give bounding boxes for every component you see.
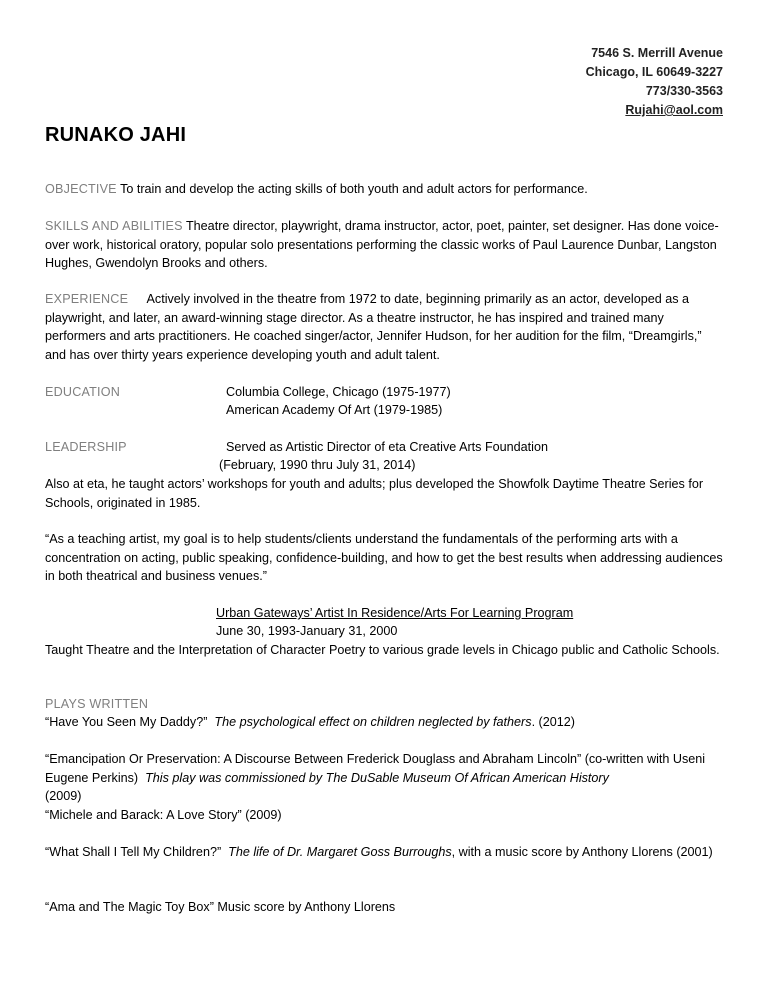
leadership-role: Served as Artistic Director of eta Creative Arts Foundation (226, 440, 548, 454)
objective-section (45, 180, 725, 199)
program-title (216, 604, 573, 623)
play-year: (2009) (45, 789, 82, 803)
play-item (45, 713, 725, 732)
play-item (45, 750, 725, 806)
experience-label: EXPERIENCE (45, 292, 129, 306)
objective-text: To train and develop the acting skills of both youth and adult actors for performance. (120, 182, 588, 196)
education-label: EDUCATION (45, 385, 121, 399)
leadership-label: LEADERSHIP (45, 440, 127, 454)
leadership-dates: (February, 1990 thru July 31, 2014) (219, 458, 416, 472)
plays-label: PLAYS WRITTEN (45, 697, 149, 711)
skills-section (45, 217, 725, 273)
program-title-underlined: Urban Gateways’ Artist In Residence (216, 606, 421, 620)
city-state-zip: Chicago, IL 60649-3227 (585, 65, 723, 79)
objective-label: OBJECTIVE (45, 182, 117, 196)
phone-number: 773/330-3563 (645, 84, 723, 98)
play-title: “Have You Seen My Daddy?” (45, 715, 208, 729)
play-title: “What Shall I Tell My Children?” (45, 845, 222, 859)
skills-text: Theatre director, playwright, drama instructor, actor, poet, painter, set designer. Has done voice-over work, historical oratory, popular solo presentations performing the classic works of Paul Laurence Dunbar, Langston Hughes, Gwendolyn Brooks and others. (45, 219, 719, 270)
play-description: This play was commissioned by The DuSable Museum Of African American History (145, 770, 609, 785)
email-link[interactable]: Rujahi@aol.com (625, 103, 723, 117)
applicant-name: RUNAKO JAHI (45, 124, 187, 146)
experience-section (45, 290, 725, 364)
program-dates: June 30, 1993-January 31, 2000 (216, 624, 398, 638)
street-address: 7546 S. Merrill Avenue (591, 46, 723, 60)
experience-text: Actively involved in the theatre from 1972 to date, beginning primarily as an actor, developed as a playwright, and later, an award-winning stage director. As a theatre instructor, he has inspired and trained many performers and arts practitioners. He coached singer/actor, Jennifer Hudson, for her audition for the film, “Dreamgirls,” and has over thirty years experience developing youth and adult talent. (45, 292, 702, 362)
play-details: , with a music score by Anthony Llorens (2001) (451, 845, 713, 859)
leadership-text: Also at eta, he taught actors’ workshops for youth and adults; plus developed the Showfolk Daytime Theatre Series for Schools, originated in 1985. (45, 477, 704, 510)
plays-label-row (45, 695, 725, 714)
play-description: The life of Dr. Margaret Goss Burroughs (228, 845, 452, 859)
education-item: American Academy Of Art (1979-1985) (226, 403, 443, 417)
play-year: . (2012) (531, 715, 575, 729)
teaching-quote: “As a teaching artist, my goal is to help students/clients understand the fundamentals of the performing arts with a concentration on acting, public speaking, confidence-building, and how to get the best results when addressing audiences in both theatrical and business venues.” (45, 532, 723, 583)
skills-label: SKILLS AND ABILITIES (45, 219, 183, 233)
play-item: “Ama and The Magic Toy Box” Music score by Anthony Llorens (45, 900, 396, 914)
play-item (45, 843, 725, 862)
play-description: The psychological effect on children neglected by fathers (214, 715, 532, 729)
program-title-second: /Arts For Learning Program (420, 606, 574, 620)
program-text: Taught Theatre and the Interpretation of Character Poetry to various grade levels in Chicago public and Catholic Schools. (45, 643, 720, 657)
contact-block (586, 44, 723, 120)
play-title: “Emancipation Or Preservation: A Discourse Between Frederick Douglass and Abraham Lincoln” (co-written with Useni Eugene Perkins) (45, 752, 706, 785)
play-item: “Michele and Barack: A Love Story” (2009) (45, 808, 282, 822)
education-item: Columbia College, Chicago (1975-1977) (226, 385, 451, 399)
